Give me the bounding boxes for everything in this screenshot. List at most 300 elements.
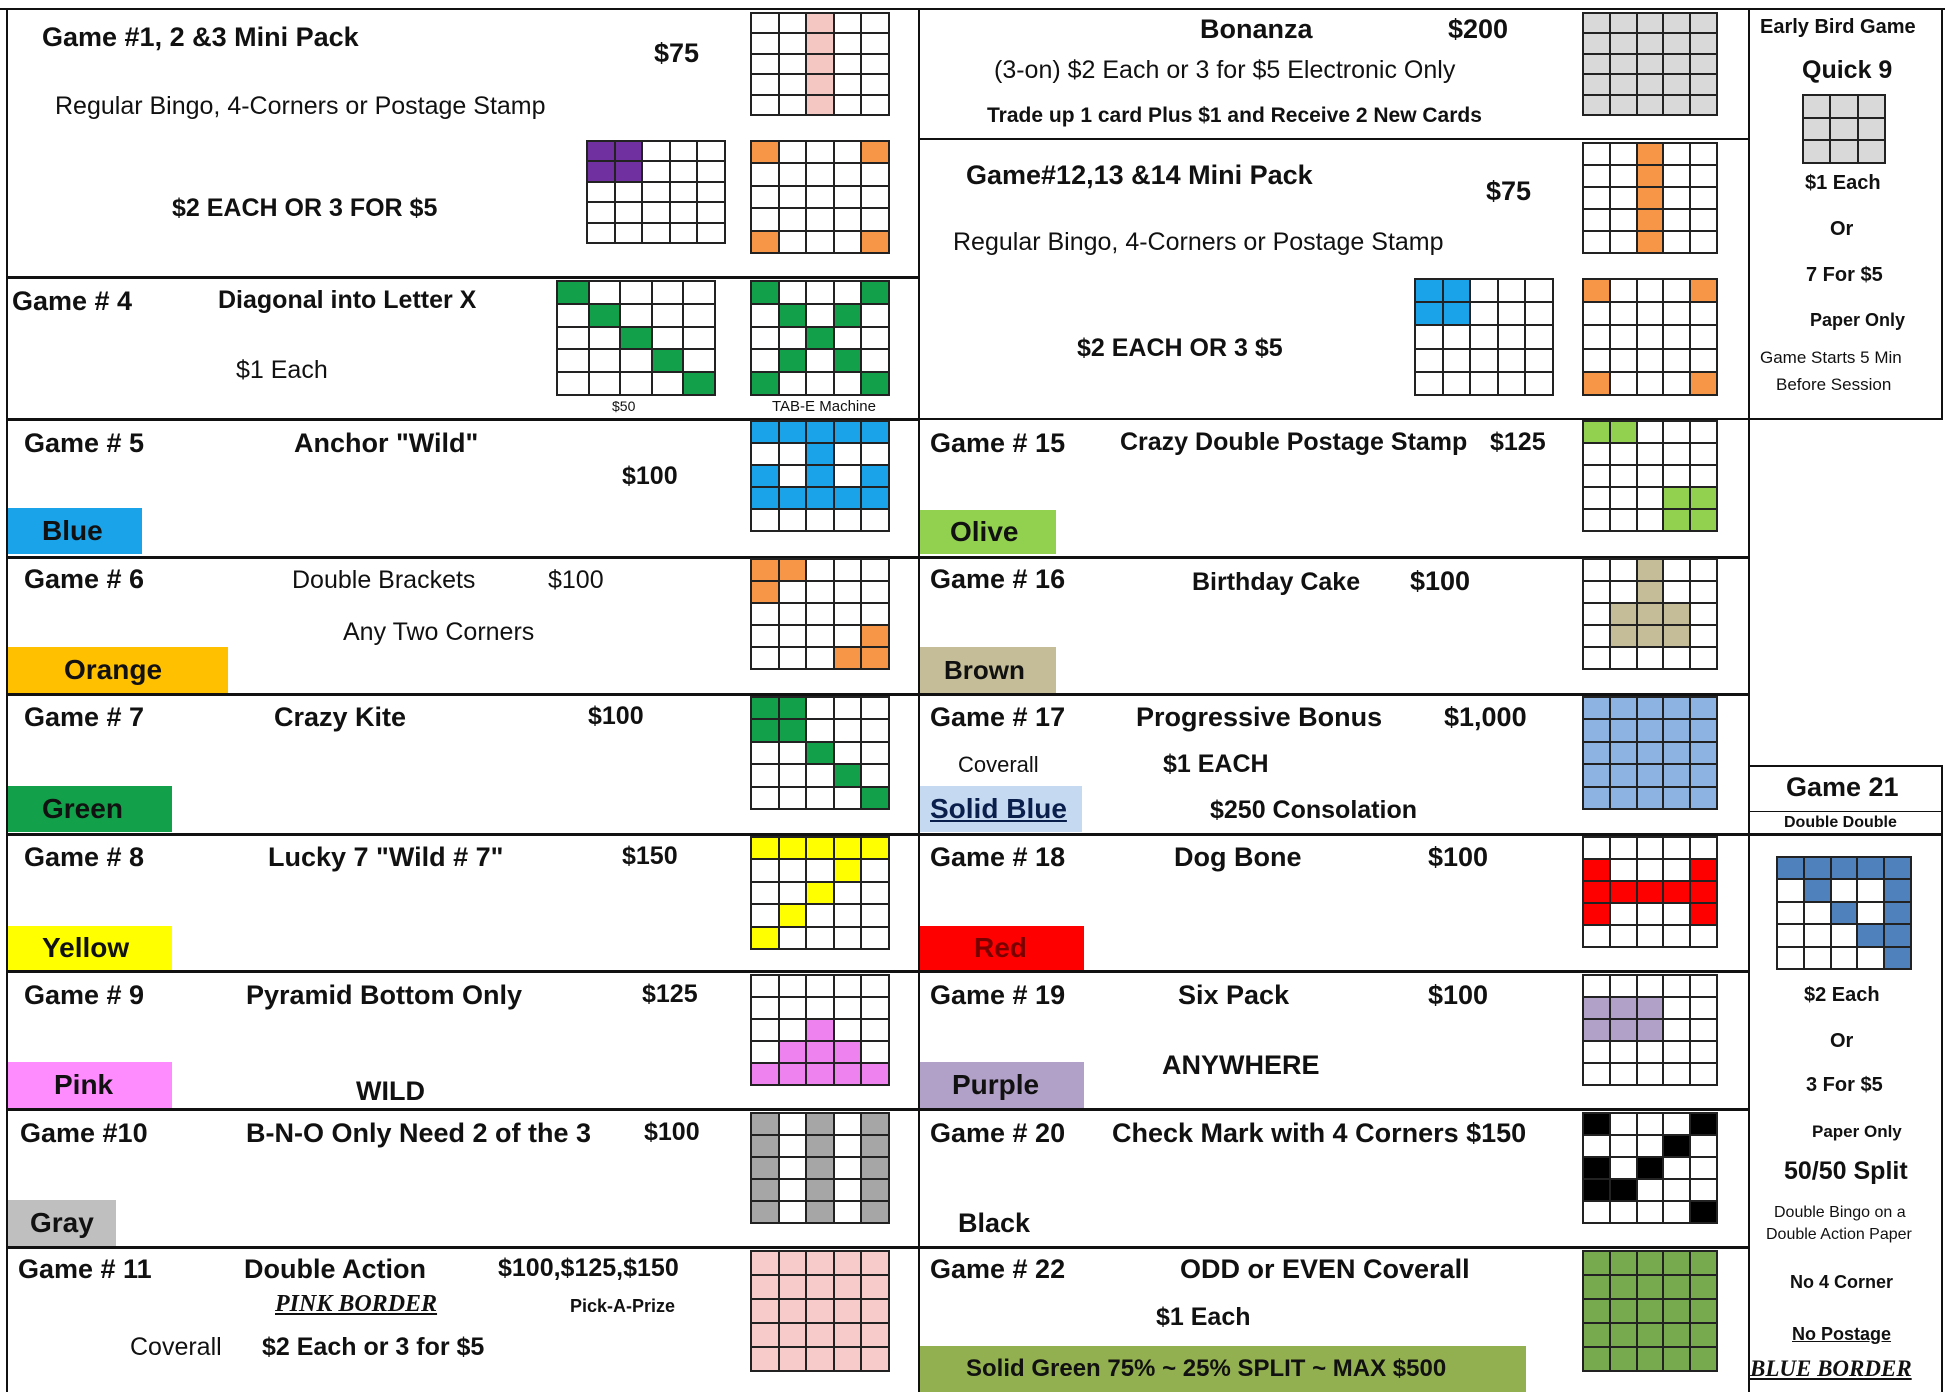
grid-cell xyxy=(587,223,615,243)
grid-cell xyxy=(1637,1323,1664,1347)
grid-cell xyxy=(1610,372,1637,395)
grid-cell xyxy=(1583,165,1610,187)
grid-cell xyxy=(806,13,834,33)
grid-cell xyxy=(779,719,807,741)
grid-cell xyxy=(751,1323,779,1347)
grid-cell xyxy=(1583,742,1610,764)
grid-cell xyxy=(620,304,652,327)
grid-cell xyxy=(861,421,889,443)
grid-cell xyxy=(670,223,698,243)
grid-cell xyxy=(697,141,725,161)
grid-cell xyxy=(1583,95,1610,115)
game-17-title: Game # 17 xyxy=(930,702,1066,732)
grid-cell xyxy=(1690,1063,1717,1085)
grid-cell xyxy=(861,1113,889,1135)
grid-cell xyxy=(1637,581,1664,603)
grid-cell xyxy=(615,223,643,243)
game-123-title: Game #1, 2 &3 Mini Pack xyxy=(42,22,359,52)
grid-cell xyxy=(834,304,862,327)
grid-cell xyxy=(751,647,779,669)
grid-cell xyxy=(1583,881,1610,903)
grid-cell xyxy=(779,1019,807,1041)
grid-cell xyxy=(1690,837,1717,859)
grid-cell xyxy=(1637,764,1664,786)
grid-cell xyxy=(861,304,889,327)
grid-cell xyxy=(1663,559,1690,581)
grid-game-8-lucky-7 xyxy=(750,836,890,950)
grid-cell xyxy=(1777,879,1804,901)
grid-cell xyxy=(751,1041,779,1063)
grid-cell xyxy=(1803,95,1830,118)
grid-cell xyxy=(751,1135,779,1157)
bonanza-line2: Trade up 1 card Plus $1 and Receive 2 New Cards xyxy=(987,104,1482,127)
grid-cell xyxy=(1663,1299,1690,1323)
grid-cell xyxy=(779,1041,807,1063)
grid-cell xyxy=(1415,372,1443,395)
grid-cell xyxy=(834,764,862,786)
game-11-cost: $2 Each or 3 for $5 xyxy=(262,1333,485,1361)
grid-cell xyxy=(806,1135,834,1157)
grid-cell xyxy=(806,581,834,603)
game-21-split: 50/50 Split xyxy=(1784,1157,1908,1185)
grid-cell xyxy=(779,1179,807,1201)
grid-cell xyxy=(1663,742,1690,764)
grid-cell xyxy=(1525,279,1553,302)
grid-cell xyxy=(1803,140,1830,163)
grid-cell xyxy=(861,997,889,1019)
grid-cell xyxy=(1663,837,1690,859)
grid-cell xyxy=(779,859,807,881)
game-21-no-postage: No Postage xyxy=(1792,1324,1892,1344)
grid-cell xyxy=(751,1251,779,1275)
grid-cell xyxy=(1610,719,1637,741)
grid-cell xyxy=(861,1019,889,1041)
grid-cell xyxy=(670,161,698,181)
grid-cell xyxy=(683,372,715,395)
grid-cell xyxy=(751,349,779,372)
row-line xyxy=(6,1108,920,1111)
grid-cell xyxy=(1637,421,1664,443)
grid-cell xyxy=(861,647,889,669)
grid-cell xyxy=(1857,924,1884,946)
grid-cell xyxy=(834,487,862,509)
grid-cell xyxy=(834,13,862,33)
grid-cell xyxy=(1637,372,1664,395)
grid-cell xyxy=(1610,1041,1637,1063)
grid-cell xyxy=(1690,1113,1717,1135)
grid-cell xyxy=(861,208,889,230)
grid-cell xyxy=(1583,1113,1610,1135)
grid-cell xyxy=(1610,165,1637,187)
game-6-title: Game # 6 xyxy=(24,564,145,594)
grid-cell xyxy=(834,231,862,253)
grid-cell xyxy=(1663,74,1690,94)
early-bird-start-2: Before Session xyxy=(1776,375,1892,394)
grid-cell xyxy=(834,927,862,949)
game-6-name: Double Brackets xyxy=(292,566,476,594)
grid-game-4-x xyxy=(750,280,890,396)
grid-cell xyxy=(1690,697,1717,719)
grid-cell xyxy=(751,764,779,786)
game-9-title: Game # 9 xyxy=(24,980,145,1010)
grid-cell xyxy=(1690,143,1717,165)
game-15-price: $125 xyxy=(1490,428,1546,456)
grid-cell xyxy=(1637,1299,1664,1323)
grid-cell xyxy=(1690,1157,1717,1179)
grid-cell xyxy=(779,186,807,208)
grid-cell xyxy=(806,1019,834,1041)
grid-cell xyxy=(1690,13,1717,33)
grid-cell xyxy=(1583,1063,1610,1085)
early-bird-cost: $1 Each xyxy=(1805,172,1881,194)
grid-cell xyxy=(806,837,834,859)
grid-cell xyxy=(834,581,862,603)
grid-cell xyxy=(806,372,834,395)
grid-cell xyxy=(1610,975,1637,997)
grid-cell xyxy=(1525,372,1553,395)
grid-cell xyxy=(589,281,621,304)
grid-cell xyxy=(652,281,684,304)
grid-cell xyxy=(861,1179,889,1201)
grid-cell xyxy=(751,141,779,163)
grid-game-6-brackets xyxy=(750,558,890,670)
grid-cell xyxy=(751,421,779,443)
color-bar-solid-blue: Solid Blue xyxy=(920,786,1082,832)
grid-cell xyxy=(834,1299,862,1323)
grid-cell xyxy=(1637,1157,1664,1179)
grid-cell xyxy=(779,1113,807,1135)
grid-cell xyxy=(1804,902,1831,924)
grid-cell xyxy=(1637,465,1664,487)
grid-cell xyxy=(1663,302,1690,325)
grid-cell xyxy=(1583,302,1610,325)
grid-cell xyxy=(834,719,862,741)
grid-cell xyxy=(1690,1019,1717,1041)
grid-cell xyxy=(1804,947,1831,969)
game-22-name: ODD or EVEN Coverall xyxy=(1180,1254,1470,1284)
grid-cell xyxy=(1690,764,1717,786)
grid-cell xyxy=(1690,421,1717,443)
grid-cell xyxy=(779,882,807,904)
grid-cell xyxy=(779,581,807,603)
grid-cell xyxy=(779,647,807,669)
bonanza-title: Bonanza xyxy=(1200,14,1313,44)
grid-cell xyxy=(751,487,779,509)
grid-cell xyxy=(779,208,807,230)
grid-game-22-coverall xyxy=(1582,1250,1718,1372)
grid-cell xyxy=(1443,349,1471,372)
grid-cell xyxy=(1583,372,1610,395)
grid-cell xyxy=(751,1179,779,1201)
early-bird-paper: Paper Only xyxy=(1810,310,1906,330)
grid-cell xyxy=(1858,118,1885,141)
grid-cell xyxy=(1583,421,1610,443)
grid-cell xyxy=(861,74,889,94)
game-21-paper: Paper Only xyxy=(1812,1122,1902,1141)
game-17-name: Progressive Bonus xyxy=(1136,702,1383,732)
grid-cell xyxy=(1690,859,1717,881)
game-9-sub: WILD xyxy=(356,1076,425,1106)
grid-cell xyxy=(1637,1179,1664,1201)
grid-cell xyxy=(834,372,862,395)
grid-game-123-stamp xyxy=(586,140,726,244)
color-bar-gray: Gray xyxy=(8,1200,116,1246)
grid-cell xyxy=(1583,647,1610,669)
grid-cell xyxy=(779,1251,807,1275)
grid-cell xyxy=(697,182,725,202)
grid-cell xyxy=(683,304,715,327)
grid-cell xyxy=(806,882,834,904)
grid-cell xyxy=(834,163,862,185)
grid-cell xyxy=(1663,1275,1690,1299)
grid-cell xyxy=(1831,902,1858,924)
grid-cell xyxy=(1663,1135,1690,1157)
grid-cell xyxy=(806,927,834,949)
grid-cell xyxy=(1690,372,1717,395)
grid-cell xyxy=(557,327,589,350)
grid-cell xyxy=(806,349,834,372)
grid-cell xyxy=(1637,925,1664,947)
grid-cell xyxy=(834,1251,862,1275)
game-19-name: Six Pack xyxy=(1178,980,1290,1010)
grid-cell xyxy=(806,327,834,350)
grid-cell xyxy=(1583,1201,1610,1223)
grid-cell xyxy=(806,163,834,185)
game-22-cost: $1 Each xyxy=(1156,1303,1251,1331)
grid-cell xyxy=(1610,421,1637,443)
grid-cell xyxy=(834,1179,862,1201)
grid-cell xyxy=(861,1063,889,1085)
grid-cell xyxy=(779,141,807,163)
grid-cell xyxy=(1610,1323,1637,1347)
grid-cell xyxy=(1690,603,1717,625)
grid-cell xyxy=(1637,697,1664,719)
grid-cell xyxy=(861,327,889,350)
bonanza-price: $200 xyxy=(1448,14,1509,44)
grid-cell xyxy=(779,33,807,53)
grid-cell xyxy=(779,443,807,465)
grid-cell xyxy=(652,372,684,395)
grid-cell xyxy=(834,349,862,372)
grid-cell xyxy=(861,1275,889,1299)
grid-cell xyxy=(861,163,889,185)
game-8-price: $150 xyxy=(622,842,678,870)
grid-cell xyxy=(779,603,807,625)
grid-cell xyxy=(806,1179,834,1201)
grid-cell xyxy=(1637,74,1664,94)
grid-cell xyxy=(1610,787,1637,809)
grid-cell xyxy=(1610,54,1637,74)
row-line xyxy=(6,1246,920,1249)
grid-cell xyxy=(589,327,621,350)
grid-cell xyxy=(806,1113,834,1135)
grid-cell xyxy=(1610,509,1637,531)
grid-cell xyxy=(806,904,834,926)
game-4-label-a: $50 xyxy=(612,398,636,414)
grid-cell xyxy=(834,1323,862,1347)
grid-cell xyxy=(1690,209,1717,231)
grid-cell xyxy=(834,421,862,443)
grid-cell xyxy=(861,904,889,926)
grid-cell xyxy=(806,186,834,208)
grid-cell xyxy=(1583,559,1610,581)
grid-cell xyxy=(1663,1041,1690,1063)
game-5-price: $100 xyxy=(622,462,678,490)
grid-cell xyxy=(683,349,715,372)
grid-cell xyxy=(1610,1019,1637,1041)
game-18-title: Game # 18 xyxy=(930,842,1066,872)
grid-cell xyxy=(1637,302,1664,325)
grid-cell xyxy=(1637,325,1664,348)
game-18-name: Dog Bone xyxy=(1174,842,1302,872)
grid-cell xyxy=(834,1019,862,1041)
grid-cell xyxy=(620,349,652,372)
grid-cell xyxy=(806,1063,834,1085)
game-15-title: Game # 15 xyxy=(930,428,1066,458)
game-7-title: Game # 7 xyxy=(24,702,145,732)
grid-cell xyxy=(1663,997,1690,1019)
grid-cell xyxy=(1583,1135,1610,1157)
grid-cell xyxy=(1610,1299,1637,1323)
grid-cell xyxy=(557,304,589,327)
grid-cell xyxy=(1690,997,1717,1019)
grid-cell xyxy=(751,742,779,764)
grid-cell xyxy=(779,465,807,487)
grid-cell xyxy=(1663,95,1690,115)
game-20-color-label: Black xyxy=(958,1208,1031,1238)
grid-cell xyxy=(1498,349,1526,372)
game-18-price: $100 xyxy=(1428,842,1489,872)
grid-cell xyxy=(1830,140,1857,163)
grid-cell xyxy=(1690,787,1717,809)
grid-cell xyxy=(1610,349,1637,372)
game-7-price: $100 xyxy=(588,702,644,730)
grid-cell xyxy=(834,465,862,487)
grid-cell xyxy=(615,182,643,202)
grid-cell xyxy=(1637,54,1664,74)
grid-cell xyxy=(615,161,643,181)
grid-cell xyxy=(1857,902,1884,924)
grid-cell xyxy=(1637,165,1664,187)
grid-cell xyxy=(1470,279,1498,302)
grid-cell xyxy=(806,1323,834,1347)
grid-cell xyxy=(1857,947,1884,969)
game-16-name: Birthday Cake xyxy=(1192,568,1361,596)
grid-cell xyxy=(1884,902,1911,924)
grid-cell xyxy=(751,1275,779,1299)
grid-cell xyxy=(1804,879,1831,901)
grid-cell xyxy=(1830,95,1857,118)
grid-cell xyxy=(1690,325,1717,348)
grid-cell xyxy=(1637,1019,1664,1041)
grid-cell xyxy=(779,13,807,33)
grid-cell xyxy=(1663,697,1690,719)
grid-cell xyxy=(642,161,670,181)
grid-cell xyxy=(1583,187,1610,209)
grid-cell xyxy=(751,1201,779,1223)
game-121314-desc: Regular Bingo, 4-Corners or Postage Stamp xyxy=(953,228,1444,256)
grid-cell xyxy=(806,1299,834,1323)
grid-cell xyxy=(834,904,862,926)
grid-cell xyxy=(834,1157,862,1179)
grid-cell xyxy=(1690,1179,1717,1201)
grid-cell xyxy=(1583,443,1610,465)
game-8-title: Game # 8 xyxy=(24,842,145,872)
grid-cell xyxy=(1525,349,1553,372)
grid-game-19-six-pack xyxy=(1582,974,1718,1086)
grid-cell xyxy=(1690,903,1717,925)
color-bar-blue: Blue xyxy=(8,508,142,554)
grid-cell xyxy=(1610,231,1637,253)
game-123-desc: Regular Bingo, 4-Corners or Postage Stamp xyxy=(55,92,546,120)
grid-cell xyxy=(806,1201,834,1223)
grid-cell xyxy=(834,54,862,74)
grid-cell xyxy=(1637,881,1664,903)
grid-cell xyxy=(751,603,779,625)
game-9-price: $125 xyxy=(642,980,698,1008)
grid-cell xyxy=(620,327,652,350)
game-123-price: $75 xyxy=(654,38,700,68)
grid-cell xyxy=(1663,509,1690,531)
grid-cell xyxy=(557,349,589,372)
grid-cell xyxy=(806,603,834,625)
grid-cell xyxy=(751,327,779,350)
early-bird-name: Quick 9 xyxy=(1802,56,1893,84)
grid-cell xyxy=(861,625,889,647)
grid-cell xyxy=(751,1019,779,1041)
grid-cell xyxy=(779,697,807,719)
grid-cell xyxy=(1583,465,1610,487)
grid-cell xyxy=(834,1063,862,1085)
grid-cell xyxy=(1583,625,1610,647)
grid-cell xyxy=(861,742,889,764)
grid-cell xyxy=(861,443,889,465)
game-6-sub: Any Two Corners xyxy=(343,618,535,646)
grid-cell xyxy=(861,95,889,115)
grid-cell xyxy=(806,208,834,230)
grid-cell xyxy=(1610,764,1637,786)
grid-cell xyxy=(806,742,834,764)
grid-cell xyxy=(1777,857,1804,879)
grid-cell xyxy=(751,281,779,304)
grid-cell xyxy=(1583,859,1610,881)
color-bar-olive: Olive xyxy=(920,510,1056,554)
game-15-name: Crazy Double Postage Stamp xyxy=(1120,428,1468,456)
grid-cell xyxy=(779,1063,807,1085)
grid-cell xyxy=(697,223,725,243)
grid-cell xyxy=(751,304,779,327)
grid-cell xyxy=(779,1299,807,1323)
grid-cell xyxy=(779,559,807,581)
grid-cell xyxy=(1663,787,1690,809)
grid-cell xyxy=(1610,742,1637,764)
grid-cell xyxy=(779,742,807,764)
grid-cell xyxy=(834,509,862,531)
grid-cell xyxy=(1663,1201,1690,1223)
grid-cell xyxy=(1858,95,1885,118)
grid-cell xyxy=(1415,325,1443,348)
game-17-sub2: $1 EACH xyxy=(1163,750,1269,778)
grid-cell xyxy=(1637,603,1664,625)
grid-cell xyxy=(751,581,779,603)
grid-cell xyxy=(779,787,807,809)
grid-cell xyxy=(834,997,862,1019)
grid-cell xyxy=(834,1201,862,1223)
row-line xyxy=(6,970,920,973)
color-bar-green: Green xyxy=(8,786,172,832)
grid-cell xyxy=(861,603,889,625)
grid-game-18-dog-bone xyxy=(1582,836,1718,948)
